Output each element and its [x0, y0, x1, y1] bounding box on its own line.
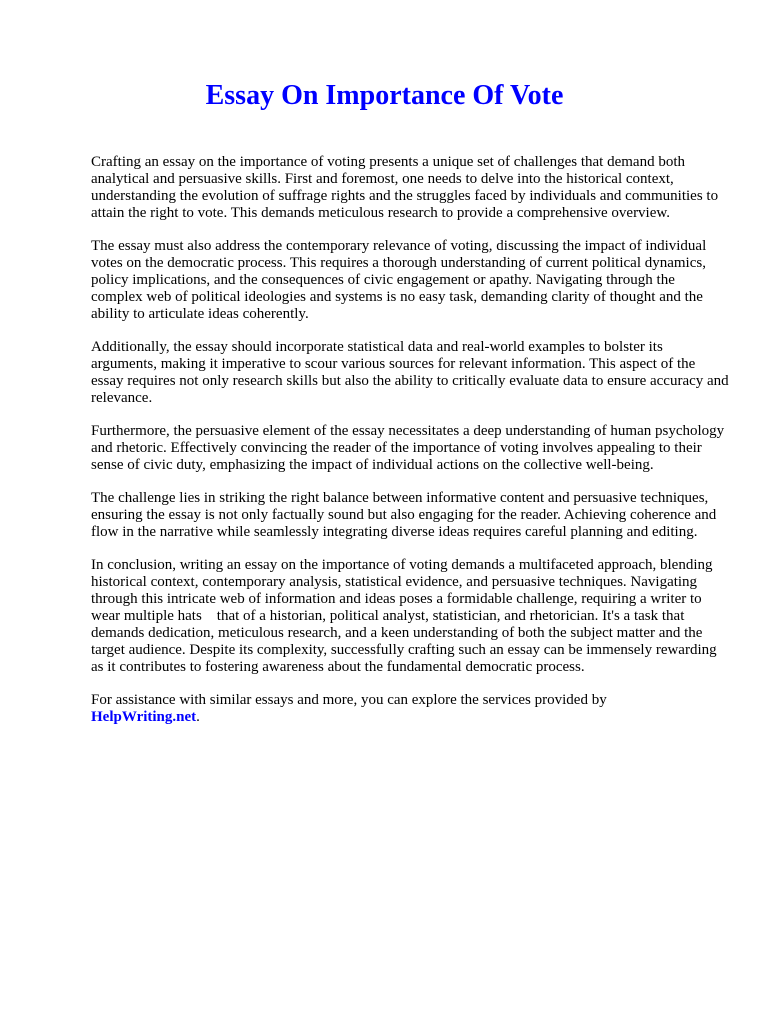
- footer-text: For assistance with similar essays and more, you can explore the services provided by: [91, 692, 607, 708]
- paragraph-challenge: The challenge lies in striking the right balance between informative content and persuasive techniques, ensuring the essay is not only factually sound but also engaging for the reader. Achieving coherence and flow in the narrative while seamlessly integrating diverse ideas requires careful planning and editing.: [91, 490, 717, 540]
- paragraph-intro: Crafting an essay on the importance of voting presents a unique set of challenges that demand both analytical and persuasive skills. First and foremost, one needs to delve into the historical context, understanding the evolution of suffrage rights and the struggles faced by individuals and communities to attain the right to vote. This demands meticulous research to provide a comprehensive overview.: [91, 154, 719, 221]
- paragraph-contemporary-relevance: The essay must also address the contemporary relevance of voting, discussing the impact of individual votes on the democratic process. This requires a thorough understanding of current political dynamics, policy implications, and the consequences of civic engagement or apathy. Navigating through the complex web of political ideologies and systems is no easy task, demanding clarity of thought and the ability to articulate ideas coherently.: [91, 238, 707, 322]
- footer-trailing-period: .: [196, 709, 200, 725]
- paragraph-persuasive-element: Furthermore, the persuasive element of the essay necessitates a deep understanding of human psychology and rhetoric. Effectively convincing the reader of the importance of voting involves appealing to their sense of civic duty, emphasizing the impact of individual actions on the collective well-being.: [91, 423, 725, 473]
- paragraph-statistical-data: Additionally, the essay should incorporate statistical data and real-world examples to bolster its arguments, making it imperative to scour various sources for relevant information. This aspect of the essay requires not only research skills but also the ability to critically evaluate data to ensure accuracy and relevance.: [91, 339, 729, 406]
- page-title: Essay On Importance Of Vote: [205, 80, 564, 111]
- footer-paragraph: [91, 692, 730, 726]
- paragraph-conclusion: In conclusion, writing an essay on the importance of voting demands a multifaceted approach, blending historical context, contemporary analysis, statistical evidence, and persuasive techniques. Navigating through this intricate web of information and ideas poses a formidable challenge, requiring a writer to wear multiple hats that of a historian, political analyst, statistician, and rhetorician. It's a task that demands dedication, meticulous research, and a keen understanding of both the subject matter and the target audience. Despite its complexity, successfully crafting such an essay can be immensely rewarding as it contributes to fostering awareness about the fundamental democratic process.: [91, 557, 721, 675]
- helpwriting-link[interactable]: HelpWriting.net: [91, 709, 197, 725]
